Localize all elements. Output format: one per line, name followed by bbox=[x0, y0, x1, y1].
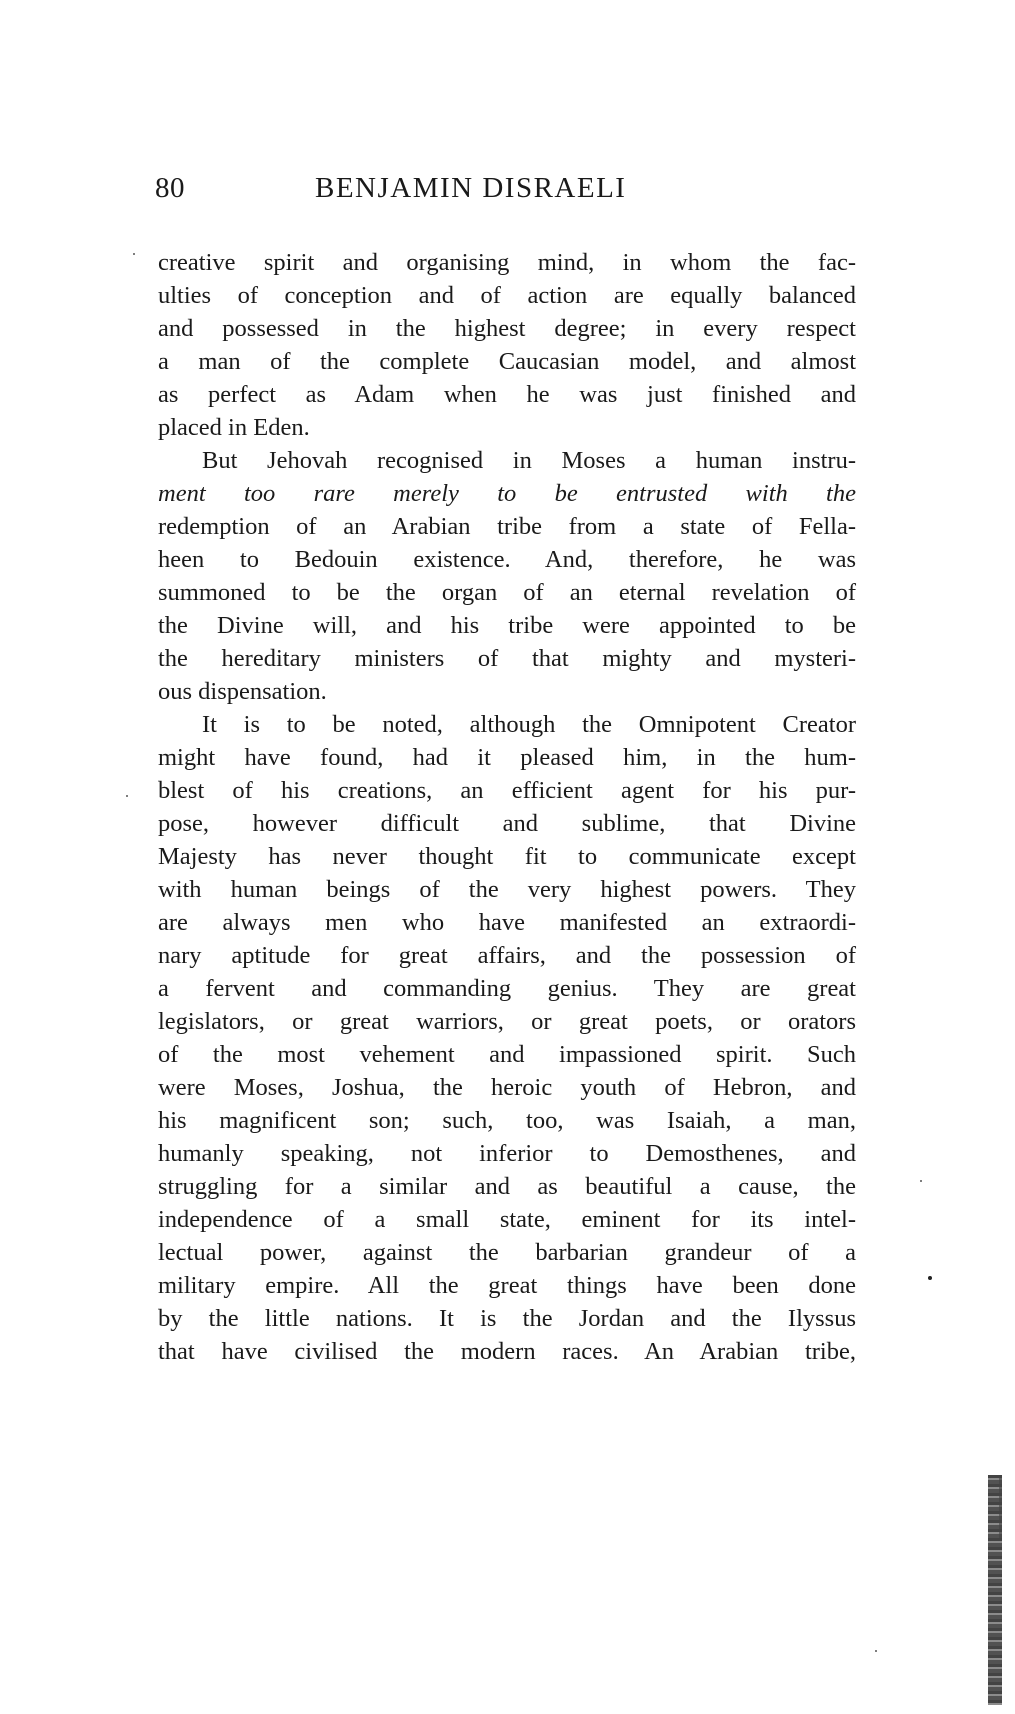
text-line: that have civilised the modern races. An Arabian tribe, bbox=[158, 1338, 856, 1365]
text-line: military empire. All the great things have been done bbox=[158, 1272, 856, 1299]
page-header bbox=[155, 172, 855, 212]
text-line: by the little nations. It is the Jordan and the Ilyssus bbox=[158, 1305, 856, 1332]
binding-edge-artifact bbox=[999, 1478, 1002, 1538]
text-line: the hereditary ministers of that mighty and mysteri- bbox=[158, 645, 856, 672]
text-line: a man of the complete Caucasian model, and almost bbox=[158, 348, 856, 375]
text-line: humanly speaking, not inferior to Demosthenes, and bbox=[158, 1140, 856, 1167]
text-line: Majesty has never thought fit to communicate except bbox=[158, 843, 856, 870]
scan-speck bbox=[133, 253, 135, 255]
text-line: creative spirit and organising mind, in whom the fac- bbox=[158, 249, 856, 276]
text-line: summoned to be the organ of an eternal revelation of bbox=[158, 579, 856, 606]
text-line: with human beings of the very highest powers. They bbox=[158, 876, 856, 903]
scan-speck bbox=[126, 795, 128, 797]
text-line: his magnificent son; such, too, was Isaiah, a man, bbox=[158, 1107, 856, 1134]
text-line: of the most vehement and impassioned spirit. Such bbox=[158, 1041, 856, 1068]
text-line: heen to Bedouin existence. And, therefore, he was bbox=[158, 546, 856, 573]
text-line: nary aptitude for great affairs, and the possession of bbox=[158, 942, 856, 969]
scan-speck bbox=[875, 1650, 877, 1652]
text-line: But Jehovah recognised in Moses a human instru- bbox=[202, 447, 856, 474]
text-line: were Moses, Joshua, the heroic youth of Hebron, and bbox=[158, 1074, 856, 1101]
text-line: placed in Eden. bbox=[158, 414, 310, 441]
body-text bbox=[158, 246, 856, 1368]
running-title: BENJAMIN DISRAELI bbox=[315, 172, 627, 204]
text-line: might have found, had it pleased him, in the hum- bbox=[158, 744, 856, 771]
text-line: a fervent and commanding genius. They are great bbox=[158, 975, 856, 1002]
text-line: redemption of an Arabian tribe from a state of Fella- bbox=[158, 513, 856, 540]
text-line: It is to be noted, although the Omnipotent Creator bbox=[202, 711, 856, 738]
text-line: the Divine will, and his tribe were appointed to be bbox=[158, 612, 856, 639]
text-line: struggling for a similar and as beautiful a cause, the bbox=[158, 1173, 856, 1200]
text-line: are always men who have manifested an extraordi- bbox=[158, 909, 856, 936]
text-line: independence of a small state, eminent for its intel- bbox=[158, 1206, 856, 1233]
text-line: as perfect as Adam when he was just finished and bbox=[158, 381, 856, 408]
scan-speck bbox=[928, 1276, 932, 1280]
text-line: ulties of conception and of action are equally balanced bbox=[158, 282, 856, 309]
text-line: ous dispensation. bbox=[158, 678, 327, 705]
text-line: and possessed in the highest degree; in every respect bbox=[158, 315, 856, 342]
text-line: ment too rare merely to be entrusted with the bbox=[158, 480, 856, 507]
text-line: lectual power, against the barbarian grandeur of a bbox=[158, 1239, 856, 1266]
page-number: 80 bbox=[155, 172, 185, 204]
scan-speck bbox=[920, 1180, 922, 1182]
text-line: blest of his creations, an efficient agent for his pur- bbox=[158, 777, 856, 804]
text-line: pose, however difficult and sublime, that Divine bbox=[158, 810, 856, 837]
text-line: legislators, or great warriors, or great poets, or orators bbox=[158, 1008, 856, 1035]
